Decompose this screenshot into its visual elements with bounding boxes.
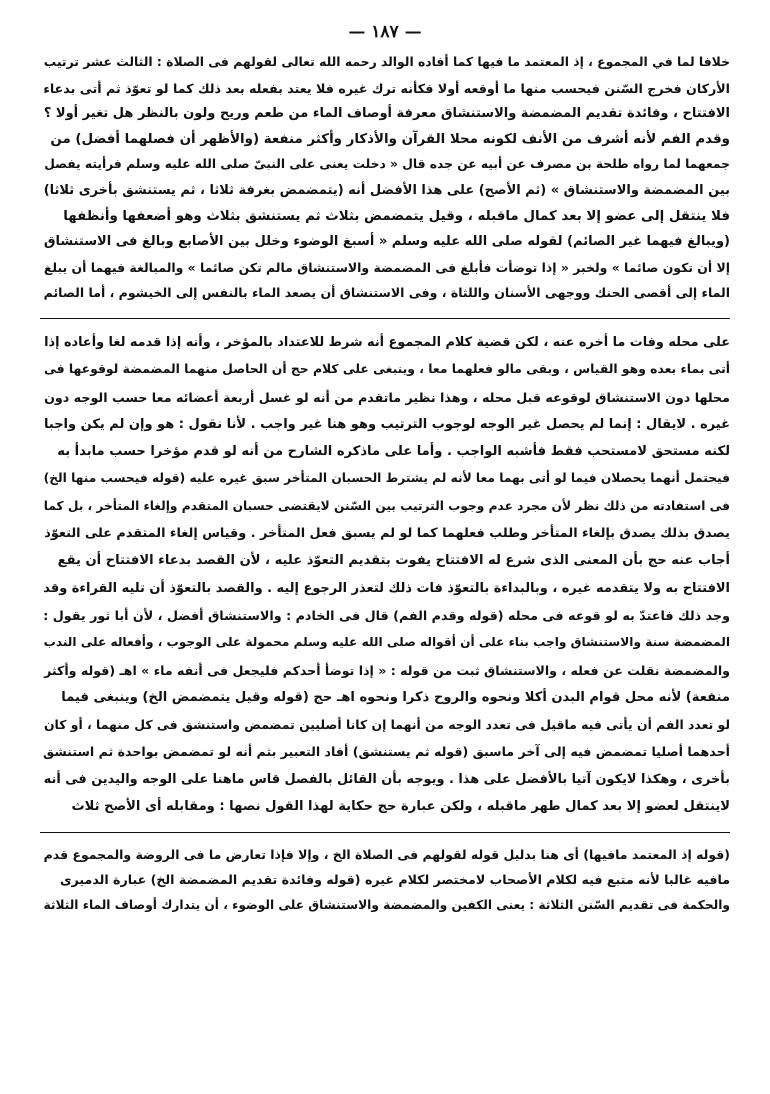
commentary-line: منفعة) لأنه محل قوام البدن أكلا ونحوه والروح ذكرا ونحوه اهـ حج (قوله وقيل يتمضمض الخ) وينبغى فيما [61,689,730,705]
commentary-line: لو تعدد الفم أن يأتى فيه ماقيل فى تعدد الوجه من أنهما إن كانا أصليين تمضمض واستنشق فى كل منهما ، أو كان [43,717,730,733]
commentary-line: أتى بماء بعده وهو القياس ، وبقى مالو فعلهما معا ، وينبغى على كلام حج أن الحاصل منهما المضمضة لوقوعها فى [44,362,730,377]
main-text-line: خلافا لما في المجموع ، إذ المعتمد ما فيها كما أفاده الوالد رحمه الله تعالى لقولهم فى الصلاة : الثالث عشر ترتيب [43,55,730,69]
commentary-line: أجاب عنه حج بأن المعنى الذى شرع له الافتتاح يفوت بتقديم التعوّذ عليه ، لأن القصد بدعاء الافتتاح أن يقع [57,553,730,569]
commentary-line: على محله وفات ما أخره عنه ، لكن قضية كلام المجموع أنه شرط للاعتداد بالمؤخر ، وأنه إذا قدمه لغا وأعاده إذا [44,334,730,350]
main-text-line: وقدم الفم لأنه أشرف من الأنف لكونه محلا القرآن والأذكار وأكثر منفعة (والأظهر أن فصلهما أفضل) من [50,131,730,147]
commentary-line: محلها دون الاستنشاق لوقوعه قبل محله ، وهذا نظير ماتقدم من أنه لو غسل أربعة أعضائه معا حسب الوجه دون [44,389,730,405]
commentary-line: والمضمضة نقلت عن فعله ، والاستنشاق ثبت من قوله : « إذا توضأ أحدكم فليجعل فى أنفه ماء » اهـ (قوله وأكثر [44,662,730,678]
main-text-line: الافتتاح ، وفائدة تقديم المضمضة والاستنشاق معرفة أوصاف الماء من طعم وريح ولون بالنظر هل تغير أولا ؟ [43,106,730,122]
commentary-line: فيحتمل أنهما يحصلان فيما لو أتى بهما معا لأنه لم يشترط الحسبان المتأخر سبق غيره عليه (قوله فيحسب منها الخ) [43,471,730,486]
commentary-line: أحدهما أصليا تمضمض فيه إلى آخر ماسبق (قوله ثم يستنشق) أفاد التعبير بثم أنه لو تمضمض بواحدة ثم استنشق [42,744,730,760]
commentary-line: يصدق بذلك يصدق بإلغاء المتأخر وطلب فعلهما كما لو لم يسبق فعل المتأخر . وقياس إلغاء المتقدم على التعوّذ [44,526,730,542]
commentary-line: الافتتاح به ولا يتقدمه غيره ، وبالبداءة بالتعوّذ فات ذلك لتعذر الرجوع إليه . والقصد بالتعوّذ أن تليه القراءة وقد [43,580,730,596]
commentary-line: بأخرى ، وهكذا لايكون آتيا بالأفضل على هذا . ويوجه بأن القائل بالفصل قاس ماهنا على الوجه واليدين فى أنه [43,771,730,787]
commentary-line: المضمضة سنة والاستنشاق واجب بناء على أن أقواله صلى الله عليه وسلم محمولة على الوجوب ، وأفعاله على الندب [43,635,730,650]
commentary-line: لكنه مستحق لامستحب فقط فأشبه الواجب . وأما على ماذكره الشارح من أنه لو قدم مؤخرا حسب مابدأ به [57,444,730,460]
commentary-line: وجد ذلك فاعتدّ به لو قوعه فى محله (قوله وقدم الفم) قال فى الخادم : والاستنشاق أفضل ، لأن أبا ثور يقول : [43,607,730,623]
main-text-line: (ويبالغ فيهما غير الصائم) لقوله صلى الله عليه وسلم « أسبغ الوضوء وخلل بين الأصابع وبالغ فى الاستنشاق [43,234,730,250]
footnote-line: مافيه غالبا لأنه متبع فيه لكلام الأصحاب لامختصر لكلام غيره (قوله وفائدة تقديم المضمضة الخ) عبارة الدميرى [60,872,730,888]
document-page [40,22,730,1082]
main-text-line: الماء إلى أقصى الحنك ووجهى الأسنان واللثاة ، وفى الاستنشاق أن يصعد الماء بالنفس إلى الخيشوم ، أما الصائم [43,285,730,301]
main-text [40,50,730,306]
main-text-line: بين المضمضة والاستنشاق » (ثم الأصح) على هذا الأفضل أنه (يتمضمض بغرفة ثلاثا ، ثم يستنشق بأخرى ثلاثا) [43,182,730,198]
main-text-line: إلا أن تكون صائما » ولخبر « إذا توضأت فأبلغ فى المضمضة والاستنشاق مالم تكن صائما » والمبالغة فيهما أن يبلغ [43,259,730,275]
commentary-line: فى استفادته من ذلك نظر لأن مجرد عدم وجوب الترتيب بين السّنن لايقتضى حسبان المتقدم وإلغاء المتأخر ، بل كما [43,498,730,513]
footnote-text [40,843,730,917]
commentary-text [40,329,730,820]
footnote-divider [40,832,730,833]
main-text-line: الأركان فخرج السّنن فيحسب منها ما أوقعه أولا فكأنه ترك غيره فلا يعتد بفعله بعد ذلك كما لو تعوّذ ثم أتى بدعاء [43,80,730,96]
commentary-line: لاينتقل لعضو إلا بعد كمال طهر ماقبله ، ولكن عبارة حج حكاية لهذا القول نصها : ومقابله أى الأصح ثلاث [71,798,730,814]
main-text-line: جمعهما لما رواه طلحة بن مصرف عن أبيه عن جده قال « دخلت يعنى على النبىّ صلى الله عليه وسلم فرأيته يفصل [44,157,730,172]
section-divider [40,318,730,319]
commentary-line: غيره . لايقال : إنما لم يحصل غير الوجه لوجوب الترتيب وهو هنا غير واجب . لأنا نقول : هو وإن لم يكن واجبا [44,416,730,432]
footnote-line: والحكمة فى تقديم السّنن الثلاثة : يعنى الكفين والمضمضة والاستنشاق على الوضوء ، أن يتدارك أوصاف الماء الثلاثة [43,897,730,912]
page-number: — ١٨٧ — [348,22,422,42]
footnote-line: (قوله إذ المعتمد مافيها) أى هنا بدليل قوله لقولهم فى الصلاة الخ ، وإلا فإذا تعارض ما فى الروضة والمجموع قدم [43,847,730,863]
main-text-line: فلا ينتقل إلى عضو إلا بعد كمال ماقبله ، وقيل يتمضمض بثلاث ثم يستنشق بثلاث وهو أضعفها وأنظفها [63,208,730,224]
